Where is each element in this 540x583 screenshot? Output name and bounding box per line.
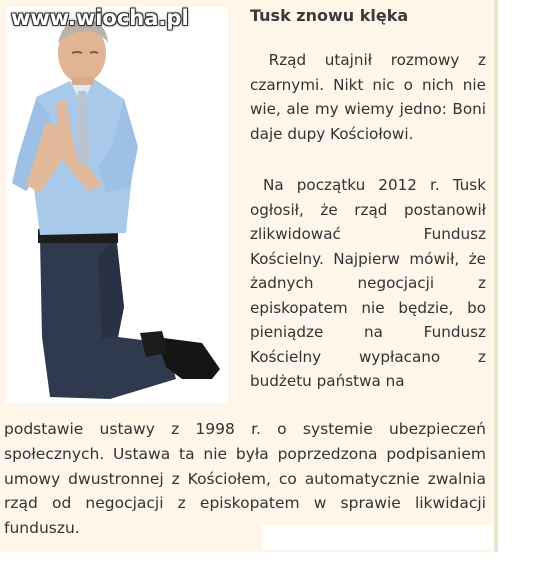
panel-border [494, 0, 498, 552]
article-photo [6, 7, 228, 403]
paragraph-3: podstawie ustawy z 1998 r. o systemie ubezpieczeń społecznych. Ustawa ta nie była poprzedzona podpisaniem umowy dwustronnej z Kościołem, co automatycznie zwalnia rząd od negocjacji z episkopatem w sprawie likwidacji funduszu. [4, 420, 486, 538]
watermark-text: www.wiocha.pl [11, 6, 189, 30]
kneeling-man-image [6, 7, 228, 403]
bottom-mask [262, 525, 494, 549]
article-title: Tusk znowu klęka [250, 6, 409, 25]
paragraph-1-text: Rząd utajnił rozmowy z czarnymi. Nikt nic o nich nie wie, ale my wiemy jedno: Boni daje dupy Kościołowi. [250, 51, 486, 143]
paragraph-2-text: Na początku 2012 r. Tusk ogłosił, że rząd postanowił zlikwidować Fundusz Kościelny. Najpierw mówił, że żadnych negocjacji z episkopatem nie będzie, bo pieniądze na Fundusz Kościelny wypłacano z budżetu państwa na [250, 176, 486, 390]
paragraph-1 [250, 48, 486, 146]
paragraph-2 [250, 173, 486, 394]
